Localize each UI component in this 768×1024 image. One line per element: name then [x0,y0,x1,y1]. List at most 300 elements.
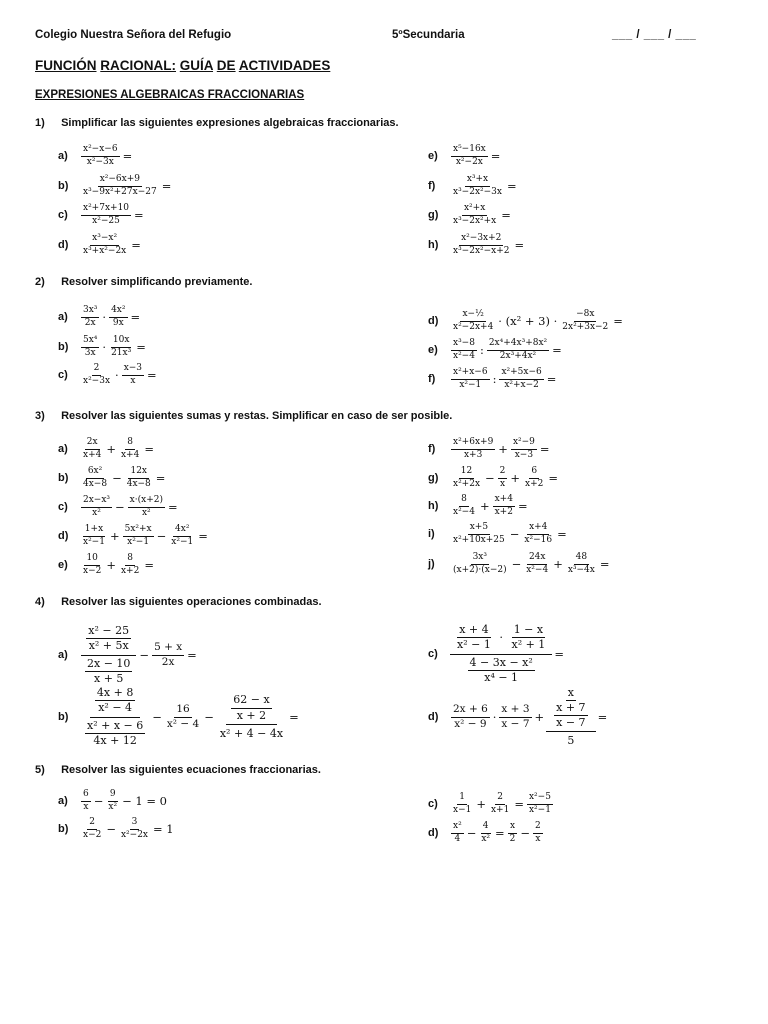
denominator: x + 5 [94,671,124,685]
exercise-1c [58,202,146,228]
fraction [499,368,543,391]
numerator: x²−6x+9 [98,175,142,187]
fraction [499,704,531,730]
exercise-3j [428,551,612,577]
numerator: 1 − x [512,624,545,638]
exercise-label: b) [58,823,69,835]
denominator: x² [481,833,491,844]
numerator: x²−5 [527,793,553,805]
question-4 [35,596,322,608]
operator: + [553,557,563,571]
denominator: 21x³ [111,347,132,358]
fraction [231,694,271,721]
exercise-label: c) [58,209,68,221]
denominator: x³+x²−2x [83,245,127,256]
fraction [527,793,553,816]
numerator: 2x [85,438,100,450]
denominator: x−1 [453,804,472,815]
numerator: x³−x² [90,234,119,246]
exercise-3a [58,436,156,462]
fraction [81,496,112,519]
numerator: x+4 [527,523,549,535]
operator: · [499,629,503,644]
numerator: 5x²+x [123,525,154,537]
exercise-4c [428,623,566,685]
denominator: x [83,801,89,812]
exercise-5c [428,791,554,817]
expression [450,553,612,576]
exercise-3c [58,494,180,520]
numerator: x·(x+2) [128,496,165,508]
numerator: 4 [481,822,491,834]
numerator: x³+x [465,175,490,187]
expression [450,793,554,816]
operator: − [466,826,477,840]
operator: − [520,826,531,840]
numerator: 3x³ [81,306,99,318]
question-number: 4) [35,596,45,608]
numerator: 1 [457,793,467,805]
section-title: EXPRESIONES ALGEBRAICAS FRACCIONARIAS [35,89,305,101]
numerator: 62 − x [231,694,271,708]
numerator: x²+5x−6 [499,368,543,380]
operator: − [204,710,214,724]
denominator: x²−4 [453,350,475,361]
numerator: 12 [459,467,474,479]
school-name: Colegio Nuestra Señora del Refugio [35,29,232,41]
equals-sign: = [514,797,524,811]
numerator: x−3 [122,364,144,376]
numerator: 6 [81,790,91,802]
equals-sign: = [514,238,525,252]
denominator: x³−2x²+x [453,215,497,226]
denominator: x+2 [494,506,513,517]
exercise-4b [58,687,301,747]
denominator: x+4 [83,449,102,460]
expression [450,175,519,198]
question-number: 5) [35,764,45,776]
fraction [509,624,547,651]
expression [80,467,167,490]
equals-sign: = [539,442,550,456]
denominator: x + 2 [236,708,267,722]
fraction [566,553,597,576]
fraction [119,438,141,461]
exercise-2a [58,304,142,330]
denominator: x² [108,801,118,812]
exercise-1h [428,232,526,258]
expression [80,496,180,519]
fraction [560,310,610,333]
fraction [81,175,159,198]
denominator: x²−2x+4 [453,321,494,332]
numerator: x−½ [460,310,485,322]
exercise-2e [428,337,564,363]
equals-sign: = [289,710,299,724]
exercise-label: d) [58,530,69,542]
denominator: x² − 4 [98,701,133,715]
denominator: x² + 5x [88,639,129,653]
equals-sign: = [155,471,166,485]
equals-sign: = [597,710,608,724]
denominator: x²−2x [455,156,483,167]
fraction [128,496,165,519]
denominator: x² − 1 [457,638,491,652]
exercise-label: f) [428,443,436,455]
fraction [468,657,535,684]
equals-sign: = [490,149,501,163]
expression [80,625,199,684]
exercise-3e [58,552,156,578]
exercise-label: a) [58,443,68,455]
operator: − [485,471,495,485]
fraction [508,822,518,845]
numerator: 48 [574,553,589,565]
numerator: x + 7 [554,702,587,716]
fraction [451,467,482,490]
equation-rest: − 1 = 0 [122,794,167,808]
fraction [119,554,141,577]
complex-numerator [546,687,595,732]
operator: : [479,343,484,357]
expression [80,336,148,359]
denominator: x² + 1 [511,638,546,652]
denominator [551,701,590,729]
numerator: 6 [529,467,539,479]
denominator: 2x²+3x−2 [562,321,609,332]
numerator: 10x [111,336,132,348]
expression [80,790,169,813]
equals-sign: = [161,179,172,193]
question-5 [35,764,321,776]
denominator: x²−1 [459,379,482,390]
denominator: x²−1 [127,536,150,547]
question-3 [35,410,452,422]
fraction [81,234,128,257]
expression [450,624,566,683]
expression [80,818,176,841]
denominator: 2 [509,833,516,844]
exercise-label: e) [428,150,438,162]
fraction [451,523,507,546]
fraction [81,790,91,813]
denominator: 4x−8 [126,478,151,489]
complex-fraction [450,624,552,683]
exercise-label: c) [58,501,68,513]
fraction [86,625,131,652]
numerator: x+4 [493,495,515,507]
fraction [165,704,201,730]
complex-numerator [450,624,552,654]
denominator: x − 7 [556,716,586,730]
fraction [123,525,154,548]
grade-label: 5ºSecundaria [392,29,465,41]
denominator: 4x + 12 [93,733,137,747]
complex-denominator: x² + 4 − 4x [219,726,284,740]
equals-sign: = [552,343,562,357]
operator: · [115,368,119,382]
fraction [109,306,127,329]
numerator: 3x³ [471,553,489,565]
fraction [533,822,543,845]
numerator: x [566,687,576,701]
denominator: x²−16 [524,534,553,545]
expression [450,495,530,518]
expression [450,467,560,490]
denominator: 2x [161,655,175,668]
denominator: x⁴ − 1 [484,670,519,684]
operator: + [479,499,490,513]
equals-sign: = [130,310,141,324]
expression [450,310,625,333]
complex-fraction [80,687,150,746]
complex-denominator: 5 [567,734,575,748]
fraction [498,467,508,490]
equals-sign: = [506,179,517,193]
denominator: x²−1 [528,804,551,815]
numerator: 4x + 8 [95,687,135,701]
exercise-1g [428,202,513,228]
expression [80,364,159,387]
numerator: x²+6x+9 [451,438,495,450]
numerator: 2x−x³ [81,496,112,508]
numerator: 4x² [109,306,127,318]
fraction [81,204,131,227]
fraction [85,658,132,685]
exercise-label: i) [428,528,435,540]
denominator: x−2 [83,565,102,576]
denominator: x²−3x [86,156,114,167]
exercise-label: f) [428,373,436,385]
fraction [451,234,512,257]
fraction [493,495,515,518]
exercise-label: b) [58,341,69,353]
expression [450,687,609,747]
exercise-label: d) [428,827,439,839]
exercise-label: c) [428,798,438,810]
numerator: x²−9 [511,438,537,450]
exercise-5b [58,816,176,842]
denominator: x [130,375,136,386]
fraction [451,339,477,362]
equals-sign: = [546,372,557,386]
exercise-label: a) [58,795,68,807]
equals-sign: = [613,314,623,328]
equals-sign: = [495,826,505,840]
numerator: 2 [92,364,102,376]
operator: + [106,442,116,456]
numerator: 5 + x [152,642,184,656]
fraction [451,822,464,845]
numerator: x+5 [468,523,490,535]
fraction [451,204,498,227]
operator: − [93,794,104,808]
fraction [551,687,590,729]
exercise-label: h) [428,500,439,512]
denominator: 3x [84,347,96,358]
equation-rest: = 1 [153,822,174,836]
denominator: (x+2)·(x−2) [453,564,507,575]
equals-sign: = [599,557,610,571]
denominator: x²−1 [83,536,105,547]
title-word: FUNCIÓN [35,58,97,73]
exercise-label: a) [58,649,68,661]
denominator: x²−25 [92,215,120,226]
complex-denominator [80,718,150,747]
fraction [524,553,550,576]
exercise-5a [58,788,169,814]
numerator: x² [451,822,464,834]
date-blank: ___ / ___ / ___ [612,29,697,41]
denominator: 4 [454,833,461,844]
equals-sign: = [134,208,144,222]
exercise-1b [58,173,173,199]
exercise-3b [58,465,167,491]
operator: − [511,557,522,571]
exercise-label: c) [428,648,438,660]
exercise-3d [58,523,210,549]
question-text: Resolver las siguientes operaciones combinadas. [61,596,322,608]
denominator: 4x−8 [83,478,108,489]
numerator: x + 3 [499,704,531,718]
numerator: x²−x−6 [81,145,120,157]
numerator: x³−8 [451,339,477,351]
operator: + [476,797,486,811]
denominator: x²+10x+25 [453,534,505,545]
expression [450,822,544,845]
question-text: Simplificar las siguientes expresiones algebraicas fraccionarias. [61,117,399,129]
title-word: ACTIVIDADES [238,58,331,73]
fraction [455,624,493,651]
fraction [489,793,511,816]
exercise-label: d) [58,239,69,251]
operator: · [102,340,107,354]
numerator: 8 [125,438,135,450]
fraction [451,175,504,198]
exercise-label: c) [58,369,68,381]
fraction [451,704,490,730]
denominator: x³−9x²+27x−27 [83,186,157,197]
exercise-label: e) [428,344,438,356]
numerator: 4x² [173,525,191,537]
numerator: x² + x − 6 [85,720,145,734]
fraction [479,822,492,845]
fraction [522,523,554,546]
numerator: 10 [84,554,99,566]
denominator: x+3 [463,449,483,460]
denominator: x² [141,507,151,518]
fraction [451,310,495,333]
denominator: x+2 [120,565,140,576]
denominator: x+4 [120,449,140,460]
operator: · [102,310,107,324]
equals-sign: = [517,499,528,513]
numerator: −8x [574,310,596,322]
denominator: x² − 9 [454,717,487,730]
exercise-2b [58,334,148,360]
exercise-1f [428,173,519,199]
denominator: 9x [112,317,124,328]
fraction [81,554,103,577]
fraction [451,793,473,816]
complex-numerator [81,625,136,655]
numerator: x²+x−6 [451,368,490,380]
fraction [523,467,545,490]
fraction [106,790,119,813]
exercise-label: a) [58,311,68,323]
denominator: x²+x−2 [504,379,539,390]
denominator: x²−4 [526,564,549,575]
denominator: 2x³+4x² [499,350,537,361]
numerator: 1+x [83,525,105,537]
page-title [35,58,330,73]
exercise-3h [428,493,530,519]
denominator: 2x [84,317,96,328]
expression [80,145,134,168]
denominator: x² [92,507,101,518]
equals-sign: = [136,340,146,354]
exercise-2d [428,308,625,334]
equals-sign: = [187,648,197,662]
denominator: x³−4x [567,564,595,575]
expression [80,438,156,461]
numerator: x²+x [462,204,487,216]
question-text: Resolver las siguientes ecuaciones fraccionarias. [61,764,321,776]
question-1 [35,117,399,129]
exercise-label: d) [428,315,439,327]
operator: + [109,529,120,543]
fraction [119,818,150,841]
operator: − [112,471,122,485]
numerator: 2 [533,822,543,834]
complex-denominator [80,656,137,685]
exercise-label: d) [428,711,439,723]
expression [80,204,146,227]
numerator: 16 [174,704,191,718]
operator: − [106,822,116,836]
fraction [451,145,488,168]
exercise-3f [428,436,552,462]
fraction [81,525,107,548]
numerator: 4 − 3x − x² [468,657,535,671]
exercise-label: b) [58,472,69,484]
fraction [95,687,135,714]
fraction [81,306,99,329]
exercise-4a [58,624,199,686]
fraction [81,336,99,359]
exercise-label: b) [58,180,69,192]
fraction [109,336,133,359]
numerator: 6x² [86,467,104,479]
exercise-1a [58,143,134,169]
fraction [81,364,112,387]
numerator: 2x + 6 [451,704,490,718]
expression [80,234,143,257]
exercise-3i [428,521,569,547]
denominator: x [535,833,541,844]
numerator: 8 [459,495,469,507]
operator: + [534,710,545,724]
title-word: DE [216,58,236,73]
operator: + [498,442,508,456]
fraction [85,720,145,747]
question-number: 1) [35,117,45,129]
question-number: 3) [35,410,45,422]
denominator: x² − 4 [166,717,200,730]
fraction [554,702,587,729]
operator: + [106,558,116,572]
expression [80,687,301,746]
